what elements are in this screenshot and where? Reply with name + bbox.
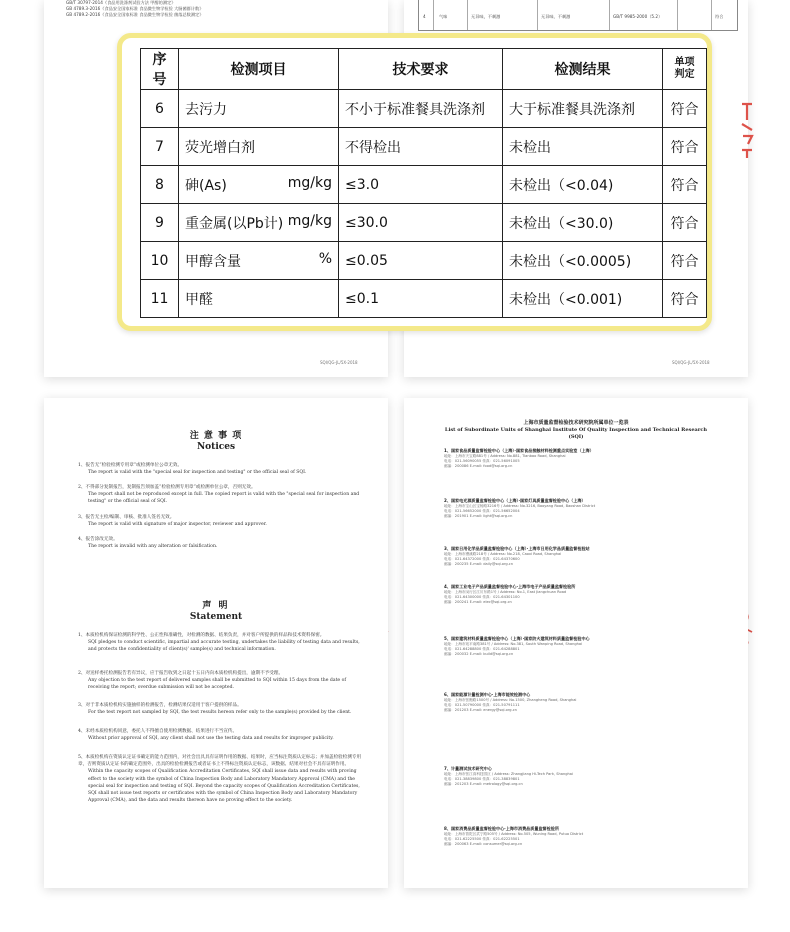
unit-detail: 地址：上海市宛平南路381号 / Address: No.381, South Wanping Road, Shanghai bbox=[444, 641, 583, 646]
header-verdict-line1: 单项 bbox=[674, 57, 695, 68]
cell-result: 未检出（<0.001) bbox=[503, 280, 663, 318]
unit-detail: 邮编：201203 E-mail: metrology@sqi.org.cn bbox=[444, 782, 523, 786]
unit-detail: 电话：021-56652000 传真：021-56652004 bbox=[444, 508, 520, 513]
unit-detail: 地址：上海市张江高科技园区 / Address: Zhangjiang Hi-Tech Park, Shanghai bbox=[444, 771, 573, 776]
cell-no: 7 bbox=[141, 128, 179, 166]
statement-item bbox=[78, 670, 368, 692]
cell-requirement: 不得检出 bbox=[339, 128, 503, 166]
item-unit: mg/kg bbox=[287, 212, 332, 229]
unit-detail: 地址：上海市闵行区江川东路1号 / Address: No.1, East Jiangchuan Road bbox=[444, 589, 567, 594]
unit-name: 5、国家建筑材料质量监督检验中心（上海）·国家防火建筑材料质量监督检验中心 bbox=[444, 636, 590, 641]
cell-verdict: 符合 bbox=[663, 204, 707, 242]
unit-detail: 邮编：200241 E-mail: elec@sqi.org.cn bbox=[444, 600, 512, 604]
unit-name: 6、国家能源计量检测中心·上海市能效检测中心 bbox=[444, 692, 531, 697]
header-verdict-line2: 判定 bbox=[674, 69, 695, 80]
unit-detail: 邮编：200032 E-mail: build@sqi.org.cn bbox=[444, 652, 514, 656]
unit-name: 2、国家电光源质量监督检验中心（上海）·国家灯具质量监督检验中心（上海） bbox=[444, 498, 586, 503]
cell-item bbox=[179, 166, 339, 204]
table-header-row bbox=[141, 49, 707, 90]
cell-requirement: ≤3.0 bbox=[339, 166, 503, 204]
statement-en: For the test report not sampled by SQI, the test results hereon refer only to the sample(s) provided by the client. bbox=[88, 710, 352, 716]
cell-item bbox=[179, 242, 339, 280]
unit-name: 1、国家食品质量监督检验中心（上海）·国家食品接触材料检测重点实验室（上海） bbox=[444, 448, 594, 453]
unit-detail: 电话：021-64288800 传真：021-64288801 bbox=[444, 646, 520, 651]
cell-requirement: ≤0.1 bbox=[339, 280, 503, 318]
cell-item bbox=[179, 90, 339, 128]
statement-item bbox=[78, 728, 368, 742]
standard-line: GB 4789.3-2016《食品安全国家标准 食品微生物学检验 大肠菌群计数》 bbox=[66, 6, 204, 12]
notice-item bbox=[78, 514, 368, 528]
statement-title-en: Statement bbox=[189, 612, 243, 622]
cell-item bbox=[179, 128, 339, 166]
unit-entry bbox=[444, 448, 716, 469]
unit-detail: 地址：上海市普陀区武宁路505号 / Address: No.505, Wuning Road, Putuo District bbox=[444, 831, 584, 836]
unit-detail: 邮编：200063 E-mail: consumer@sqi.org.cn bbox=[444, 842, 523, 846]
unit-entry bbox=[444, 766, 716, 787]
notice-cn: 3、报告无主检/编制、审核、批准人签名无效。 bbox=[78, 515, 175, 520]
unit-entry bbox=[444, 498, 716, 519]
unit-detail: 电话：021-62225500 传真：021-62225501 bbox=[444, 836, 520, 841]
statement-en: Within the capacity scopes of Qualification Accreditation Certificates, SQI shall issue data and results with proving effect to the society with the symbol of China Inspection Body and Laboratory Mandatory Approval (CMA) and the special seal for inspection and testing of SQI. Beyond the capacity scopes of Qualification Accreditation Certificates, SQI shall not issue test reports or certificates with the symbol of China Inspection Body and Laboratory Mandatory Approval (CMA), and the data and results thereon have no proving effect to the society. bbox=[88, 769, 360, 804]
unit-detail: 地址：上海市漕溪路218号 / Address: No.218, Caoxi Road, Shanghai bbox=[444, 551, 562, 556]
page-footer-code: SQI/QG-JL/5X-2018 bbox=[320, 360, 358, 365]
table-row bbox=[141, 242, 707, 280]
unit-name: 8、国家消费品质量监督检验中心·上海市消费品质量监督检验所 bbox=[444, 826, 559, 831]
item-name: 甲醇含量 bbox=[185, 253, 241, 270]
notice-cn: 2、不得部分复制报告，复制报告须加盖“检验检测专用章”或检测单位公章，否则无效。 bbox=[78, 485, 256, 490]
unit-detail: 邮编：200086 E-mail: food@sqi.org.cn bbox=[444, 464, 513, 468]
upper-table-fragment bbox=[418, 0, 738, 31]
statement-title-cn: 声 明 bbox=[202, 601, 230, 611]
notices-title-en: Notices bbox=[196, 442, 236, 452]
unit-name: 3、国家日用化学品质量监督检验中心（上海）·上海市日用化学品质量监督检验站 bbox=[444, 546, 590, 551]
notice-item bbox=[78, 462, 368, 476]
seal-stamp-mark bbox=[740, 100, 754, 166]
cell-no: 10 bbox=[141, 242, 179, 280]
standard-line: GB 4789.2-2016《食品安全国家标准 食品微生物学检验 菌落总数测定》 bbox=[66, 12, 204, 18]
units-title-cn: 上海市质量监督检验技术研究院所属单位一览表 bbox=[523, 420, 629, 426]
statement-en: Any objection to the test report of delivered samples shall be submitted to SQI within 15 days from the date of receiving the report; overdue submission will not be accepted. bbox=[88, 678, 347, 691]
item-unit: mg/kg bbox=[287, 174, 332, 191]
cell-result: 大于标准餐具洗涤剂 bbox=[503, 90, 663, 128]
method-standards-list bbox=[66, 0, 203, 19]
statement-en: SQI pledges to conduct scientific, impartial and accurate testing, undertakes the liability of testing data and results, and protects the confidentiality of client(s)' sample(s) and technical information. bbox=[88, 640, 360, 653]
notice-cn: 4、报告涂改无效。 bbox=[78, 537, 118, 542]
notice-en: The report is valid with signature of major inspector, reviewer and approver. bbox=[88, 522, 267, 528]
item-name: 甲醛 bbox=[185, 291, 213, 308]
cell-result: 未检出（<30.0) bbox=[503, 204, 663, 242]
statement-item bbox=[78, 632, 368, 654]
cell-result: 未检出（<0.04) bbox=[503, 166, 663, 204]
header-requirement: 技术要求 bbox=[339, 49, 503, 90]
item-name: 去污力 bbox=[185, 101, 227, 118]
unit-detail: 地址：上海市天宝路881号 / Address: No.881, Tianbao Road, Shanghai bbox=[444, 453, 566, 458]
table-row bbox=[141, 204, 707, 242]
cell-no: 6 bbox=[141, 90, 179, 128]
cell-no: 9 bbox=[141, 204, 179, 242]
notices-page bbox=[44, 398, 388, 888]
seal-stamp-icon bbox=[740, 100, 754, 160]
standard-line: GB/T 30797-2014《食品用洗涤剂试验方法 甲醇的测定》 bbox=[66, 0, 176, 5]
table-row bbox=[141, 128, 707, 166]
unit-entry bbox=[444, 636, 716, 657]
table-row bbox=[141, 280, 707, 318]
header-result: 检测结果 bbox=[503, 49, 663, 90]
unit-entry bbox=[444, 546, 716, 567]
unit-detail: 电话：021-38839800 传真：021-38839801 bbox=[444, 776, 520, 781]
unit-detail: 电话：021-56090055 传真：021-56091005 bbox=[444, 458, 520, 463]
cell-verdict: 符合 bbox=[663, 242, 707, 280]
statement-cn: 2、对送样委托检测报告若有异议，应于报告收到之日起十五日内向本质检机构提出，逾期不予受理。 bbox=[78, 671, 284, 676]
unit-detail: 电话：021-50790000 传真：021-50791111 bbox=[444, 702, 520, 707]
unit-entry bbox=[444, 584, 716, 605]
units-title-abbr: (SQI) bbox=[568, 434, 584, 440]
item-name: 荧光增白剂 bbox=[185, 139, 255, 156]
item-unit: % bbox=[318, 250, 332, 267]
cell-verdict: 符合 bbox=[663, 90, 707, 128]
cell-requirement: ≤30.0 bbox=[339, 204, 503, 242]
cell-result: 未检出（<0.0005) bbox=[503, 242, 663, 280]
notice-en: The report is invalid with any alteration or falsification. bbox=[88, 544, 218, 550]
cell-verdict: 符合 bbox=[663, 166, 707, 204]
row-method: GB/T 9985-2000（5.2） bbox=[613, 14, 663, 19]
cell-no: 11 bbox=[141, 280, 179, 318]
highlighted-results-card bbox=[117, 33, 712, 331]
cell-no: 8 bbox=[141, 166, 179, 204]
notice-en: The report shall not be reproduced except in full. The copied report is valid with the "special seal for inspection and testing" or the official seal of SQI. bbox=[88, 492, 360, 505]
header-verdict bbox=[663, 49, 707, 90]
notice-item bbox=[78, 484, 368, 506]
unit-name: 4、国家工业电子产品质量监督检验中心·上海市电子产品质量监督检验所 bbox=[444, 584, 576, 589]
cell-item bbox=[179, 280, 339, 318]
notice-en: The report is valid with the "special seal for inspection and testing" or the official seal of SQI. bbox=[88, 470, 307, 476]
table-row bbox=[141, 166, 707, 204]
notice-cn: 1、报告无“检验检测专用章”或检测单位公章无效。 bbox=[78, 463, 183, 468]
subordinate-units-page bbox=[404, 398, 748, 888]
page-footer-code: SQI/QG-JL/5X-2018 bbox=[672, 360, 710, 365]
notice-item bbox=[78, 536, 368, 550]
row-result: 无异味、不刺激 bbox=[541, 14, 571, 19]
unit-entry bbox=[444, 826, 716, 847]
header-no: 序号 bbox=[141, 49, 179, 90]
unit-detail: 邮编：201901 E-mail: light@sqi.org.cn bbox=[444, 514, 513, 518]
unit-detail: 电话：021-64300000 传真：021-64301100 bbox=[444, 594, 520, 599]
row-verdict: 符合 bbox=[715, 14, 724, 19]
header-item: 检测项目 bbox=[179, 49, 339, 90]
unit-name: 7、计量测试技术研究中心 bbox=[444, 766, 492, 771]
test-results-table bbox=[140, 48, 707, 318]
item-name: 重金属(以Pb计) bbox=[185, 215, 284, 232]
statement-cn: 4、未经本质检机构同意，委托人不得擅自使用检测数据、结果进行不当宣传。 bbox=[78, 729, 238, 734]
statement-en: Without prior approval of SQI, any client shall not use the testing data and results for improper publicity. bbox=[88, 736, 334, 742]
statement-cn: 3、对于非本质检机构实施抽样的检测报告，检测结果仅适用于客户提供的样品。 bbox=[78, 703, 242, 708]
unit-detail: 地址：上海市张衡路1500号 / Address: No.1500, Zhangheng Road, Shanghai bbox=[444, 697, 577, 702]
unit-detail: 邮编：201203 E-mail: energy@sqi.org.cn bbox=[444, 708, 517, 712]
cell-requirement: ≤0.05 bbox=[339, 242, 503, 280]
notices-title-cn: 注 意 事 项 bbox=[189, 431, 243, 441]
cell-result: 未检出 bbox=[503, 128, 663, 166]
unit-detail: 地址：上海市宝山区宝杨路3216号 / Address: No.3216, Baoyang Road, Baoshan District bbox=[444, 503, 596, 508]
table-row bbox=[141, 90, 707, 128]
cell-requirement: 不小于标准餐具洗涤剂 bbox=[339, 90, 503, 128]
item-name: 砷(As) bbox=[185, 177, 227, 194]
statement-cn: 5、本质检机构在资质认定证书确定的能力范围内，对社会出具具有证明作用的数据、结果时，应当标注资质认定标志；并加盖检验检测专用章，否则资质认定证书的确定范围外，出具的检验检测报告或者证书上不得标注资质认定标志，该数据、结果对社会不具有证明作用。 bbox=[78, 755, 362, 768]
cell-verdict: 符合 bbox=[663, 128, 707, 166]
row-number: 4 bbox=[423, 14, 426, 19]
statement-item bbox=[78, 754, 368, 804]
row-requirement: 无异味，不刺激 bbox=[471, 14, 501, 19]
unit-entry bbox=[444, 692, 716, 713]
unit-detail: 邮编：200235 E-mail: daily@sqi.org.cn bbox=[444, 562, 514, 566]
unit-detail: 电话：021-64372000 传真：021-64370600 bbox=[444, 556, 520, 561]
units-title-en: List of Subordinate Units of Shanghai Institute Of Quality Inspection and Technical Research bbox=[444, 427, 708, 433]
statement-cn: 1、本质检机构保证检测的科学性、公正性和准确性，对检测的数据、结果负责，并对客户所提供的样品和技术资料保密。 bbox=[78, 633, 325, 638]
cell-verdict: 符合 bbox=[663, 280, 707, 318]
cell-item bbox=[179, 204, 339, 242]
statement-item bbox=[78, 702, 368, 716]
row-item: 气味 bbox=[439, 14, 448, 19]
